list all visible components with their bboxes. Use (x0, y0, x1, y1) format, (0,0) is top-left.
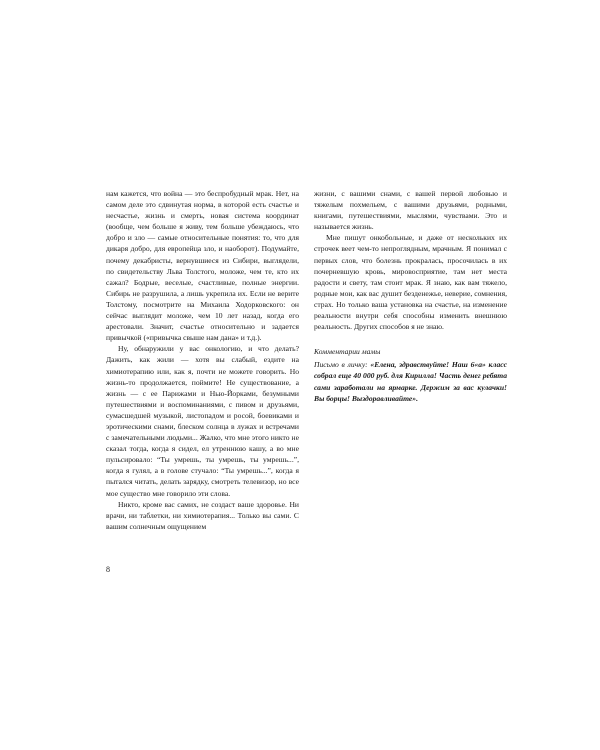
paragraph: Ну, обнаружили у вас онкологию, и что делать? Дажить, как жили — хотя вы слабый, ездите на химиотерапию или, как я, почти не можете говорить. Но жизнь-то продолжается, поймите! Не существование, а жизнь — с ее Парижами и Нью-Йорками, безумными путешествиями и воспоминаниями, с пивом и друзьями, сумасшедшей музыкой, листопадом и росой, боевиками и эротическими снами, блеском солнца в лужах и встречами с замечательными людьми... Жалко, что мне этого никто не сказал тогда, когда я сидел, ел утреннюю кашу, а во мне пульсировало: “Ты умрешь, ты умрешь, ты умрешь...”, когда я гулял, а в голове стучало: “Ты умрешь...”, когда я пытался читать, делать зарядку, смотреть телевизор, но все мое существо мне говорило эти слова. (106, 344, 299, 498)
letter-text: «Елена, здравствуйте! Наш 6«а» класс собрал еще 40 000 руб. для Кирилла! Часть денег ребята сами заработали на ярмарке. Держим за вас кулачки! Вы борцы! Выздоравливайте». (314, 360, 507, 403)
letter-lead: Письмо в личку: (314, 360, 368, 370)
page-number: 8 (106, 565, 110, 574)
paragraph: нам кажется, что война — это беспробудный мрак. Нет, на самом деле это сдвинутая норма, в которой есть счастье и несчастье, жизнь и смерть, новая система координат (вообще, чем больше я живу, тем больше убеждаюсь, что добро и зло — самые относительные понятия: то, что для дикаря добро, для европейца зло, и наоборот). Подумайте, почему декабристы, вернувшиеся из Сибири, выглядели, по свидетельству Льва Толстого, моложе, чем те, кто их сажал? Бодрые, веселые, счастливые, полные энергии. Сибирь не разрушила, а лишь укрепила их. Если не верите Толстому, посмотрите на Михаила Ходорковского: он сейчас выглядит моложе, чем 10 лет назад, когда его арестовали. Значит, счастье относительно и задается привычкой («привычка свыше нам дана» и т.д.). (106, 189, 299, 343)
paragraph: жизни, с вашими снами, с вашей первой любовью и тяжелым похмельем, с вашими друзьями, родными, книгами, путешествиями, мыслями, чувствами. Это и называется жизнь. (314, 189, 507, 232)
section-heading: Комментарии мамы (314, 347, 381, 357)
letter-quote (314, 359, 507, 403)
paragraph: Мне пишут онкобольные, и даже от нескольких их строчек веет чем-то непроглядным, мрачным. Я понимал с первых слов, что болезнь прокралась, просочилась в их почерневшую кровь, мировосприятие, там нет места радости и свету, там стоит мрак. Я знаю, как вам тяжело, родные мои, как вас душит безденежье, неверие, сомнения, страх. Но только ваша установка на счастье, на изменение реальности внутри себя способны изменить внешнюю реальность. Других способов я не знаю. (314, 233, 507, 332)
paragraph: Никто, кроме вас самих, не создаст ваше здоровье. Ни врачи, ни таблетки, ни химиотерапия... Только вы сами. С вашим солнечным ощущением (106, 499, 299, 531)
right-column (314, 188, 507, 404)
left-column (106, 188, 299, 532)
